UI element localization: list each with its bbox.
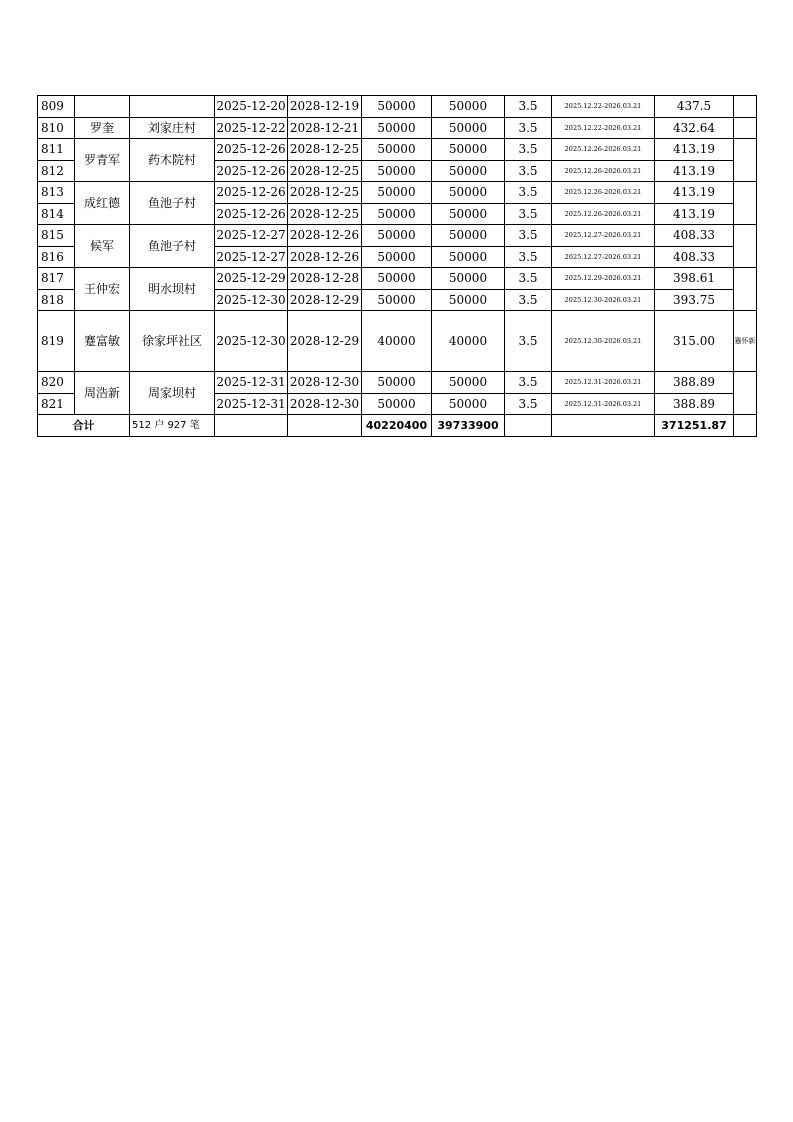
interest-period: 2025.12.26-2026.03.21: [552, 182, 655, 204]
loan-amount: 50000: [362, 268, 432, 290]
village-name: [130, 96, 215, 118]
row-number: 814: [38, 203, 75, 225]
end-date: 2028-12-25: [288, 182, 362, 204]
interest-amount: 432.64: [655, 117, 734, 139]
loan-amount: 50000: [362, 160, 432, 182]
village-name: 明水坝村: [130, 268, 215, 311]
interest-amount: 398.61: [655, 268, 734, 290]
borrower-name: 成红德: [75, 182, 130, 225]
start-date: 2025-12-27: [215, 246, 288, 268]
row-number: 813: [38, 182, 75, 204]
start-date: 2025-12-30: [215, 311, 288, 372]
village-name: 药木院村: [130, 139, 215, 182]
loan-amount: 50000: [362, 393, 432, 415]
loan-amount: 50000: [362, 117, 432, 139]
total-empty-cell: [552, 415, 655, 437]
loan-balance: 50000: [432, 246, 505, 268]
start-date: 2025-12-26: [215, 160, 288, 182]
table-row: [38, 139, 757, 161]
table-row: [38, 225, 757, 247]
interest-amount: 437.5: [655, 96, 734, 118]
remark: [734, 182, 757, 225]
row-number: 809: [38, 96, 75, 118]
interest-period: 2025.12.31-2026.03.21: [552, 372, 655, 394]
total-empty-cell: [288, 415, 362, 437]
end-date: 2028-12-19: [288, 96, 362, 118]
loan-balance: 50000: [432, 268, 505, 290]
row-number: 815: [38, 225, 75, 247]
end-date: 2028-12-30: [288, 372, 362, 394]
start-date: 2025-12-26: [215, 203, 288, 225]
interest-amount: 413.19: [655, 203, 734, 225]
interest-rate: 3.5: [505, 268, 552, 290]
borrower-name: 蹇富敏: [75, 311, 130, 372]
loan-amount: 40000: [362, 311, 432, 372]
start-date: 2025-12-26: [215, 182, 288, 204]
end-date: 2028-12-26: [288, 225, 362, 247]
loan-amount: 50000: [362, 372, 432, 394]
remark: 蹇怀新: [734, 311, 757, 372]
interest-rate: 3.5: [505, 393, 552, 415]
total-empty-cell: [505, 415, 552, 437]
table-row: [38, 182, 757, 204]
table-row: [38, 96, 757, 118]
table-row: [38, 117, 757, 139]
loan-balance: 40000: [432, 311, 505, 372]
remark: [734, 225, 757, 268]
interest-amount: 408.33: [655, 225, 734, 247]
row-number: 811: [38, 139, 75, 161]
interest-period: 2025.12.31-2026.03.21: [552, 393, 655, 415]
borrower-name: 候军: [75, 225, 130, 268]
interest-rate: 3.5: [505, 96, 552, 118]
interest-rate: 3.5: [505, 182, 552, 204]
loan-balance: 50000: [432, 139, 505, 161]
interest-rate: 3.5: [505, 139, 552, 161]
interest-period: 2025.12.29-2026.03.21: [552, 268, 655, 290]
table-row: [38, 372, 757, 394]
loan-balance: 50000: [432, 160, 505, 182]
total-row: [38, 415, 757, 437]
start-date: 2025-12-26: [215, 139, 288, 161]
interest-amount: 393.75: [655, 289, 734, 311]
interest-rate: 3.5: [505, 311, 552, 372]
village-name: 刘家庄村: [130, 117, 215, 139]
interest-amount: 413.19: [655, 182, 734, 204]
village-name: 周家坝村: [130, 372, 215, 415]
interest-period: 2025.12.27-2026.03.21: [552, 246, 655, 268]
loan-balance: 50000: [432, 393, 505, 415]
end-date: 2028-12-30: [288, 393, 362, 415]
loan-amount: 50000: [362, 246, 432, 268]
row-number: 821: [38, 393, 75, 415]
start-date: 2025-12-22: [215, 117, 288, 139]
interest-period: 2025.12.27-2026.03.21: [552, 225, 655, 247]
total-loan: 40220400: [362, 415, 432, 437]
interest-rate: 3.5: [505, 372, 552, 394]
interest-rate: 3.5: [505, 203, 552, 225]
row-number: 812: [38, 160, 75, 182]
interest-period: 2025.12.22-2026.03.21: [552, 96, 655, 118]
interest-rate: 3.5: [505, 289, 552, 311]
interest-period: 2025.12.26-2026.03.21: [552, 139, 655, 161]
borrower-name: 罗奎: [75, 117, 130, 139]
interest-period: 2025.12.30-2026.03.21: [552, 311, 655, 372]
interest-rate: 3.5: [505, 117, 552, 139]
table-row: [38, 268, 757, 290]
interest-rate: 3.5: [505, 225, 552, 247]
row-number: 818: [38, 289, 75, 311]
remark: [734, 268, 757, 311]
remark: [734, 96, 757, 118]
interest-period: 2025.12.26-2026.03.21: [552, 160, 655, 182]
row-number: 820: [38, 372, 75, 394]
loan-balance: 50000: [432, 117, 505, 139]
start-date: 2025-12-31: [215, 372, 288, 394]
start-date: 2025-12-31: [215, 393, 288, 415]
row-number: 817: [38, 268, 75, 290]
end-date: 2028-12-28: [288, 268, 362, 290]
end-date: 2028-12-25: [288, 139, 362, 161]
total-label: 合计: [38, 415, 130, 437]
loan-amount: 50000: [362, 96, 432, 118]
interest-period: 2025.12.26-2026.03.21: [552, 203, 655, 225]
borrower-name: [75, 96, 130, 118]
remark: [734, 372, 757, 415]
interest-amount: 413.19: [655, 160, 734, 182]
loan-amount: 50000: [362, 139, 432, 161]
row-number: 810: [38, 117, 75, 139]
start-date: 2025-12-30: [215, 289, 288, 311]
interest-amount: 388.89: [655, 372, 734, 394]
loan-amount: 50000: [362, 182, 432, 204]
end-date: 2028-12-21: [288, 117, 362, 139]
loan-balance: 50000: [432, 289, 505, 311]
end-date: 2028-12-25: [288, 160, 362, 182]
remark: [734, 117, 757, 139]
total-interest: 371251.87: [655, 415, 734, 437]
interest-rate: 3.5: [505, 160, 552, 182]
interest-rate: 3.5: [505, 246, 552, 268]
end-date: 2028-12-25: [288, 203, 362, 225]
loan-balance: 50000: [432, 203, 505, 225]
interest-amount: 413.19: [655, 139, 734, 161]
end-date: 2028-12-26: [288, 246, 362, 268]
loan-amount: 50000: [362, 289, 432, 311]
borrower-name: 周浩新: [75, 372, 130, 415]
loan-balance: 50000: [432, 182, 505, 204]
village-name: 徐家坪社区: [130, 311, 215, 372]
village-name: 鱼池子村: [130, 182, 215, 225]
village-name: 鱼池子村: [130, 225, 215, 268]
table-row: [38, 311, 757, 372]
interest-period: 2025.12.22-2026.03.21: [552, 117, 655, 139]
loan-interest-table: [37, 95, 757, 437]
borrower-name: 王仲宏: [75, 268, 130, 311]
remark: [734, 139, 757, 182]
interest-amount: 388.89: [655, 393, 734, 415]
interest-amount: 408.33: [655, 246, 734, 268]
row-number: 819: [38, 311, 75, 372]
total-balance: 39733900: [432, 415, 505, 437]
start-date: 2025-12-27: [215, 225, 288, 247]
loan-balance: 50000: [432, 225, 505, 247]
loan-balance: 50000: [432, 372, 505, 394]
borrower-name: 罗青军: [75, 139, 130, 182]
total-count: 512 户 927 笔: [130, 415, 215, 437]
loan-balance: 50000: [432, 96, 505, 118]
row-number: 816: [38, 246, 75, 268]
total-empty-cell: [734, 415, 757, 437]
total-empty-cell: [215, 415, 288, 437]
start-date: 2025-12-20: [215, 96, 288, 118]
loan-amount: 50000: [362, 203, 432, 225]
end-date: 2028-12-29: [288, 289, 362, 311]
end-date: 2028-12-29: [288, 311, 362, 372]
interest-period: 2025.12.30-2026.03.21: [552, 289, 655, 311]
start-date: 2025-12-29: [215, 268, 288, 290]
interest-amount: 315.00: [655, 311, 734, 372]
loan-amount: 50000: [362, 225, 432, 247]
